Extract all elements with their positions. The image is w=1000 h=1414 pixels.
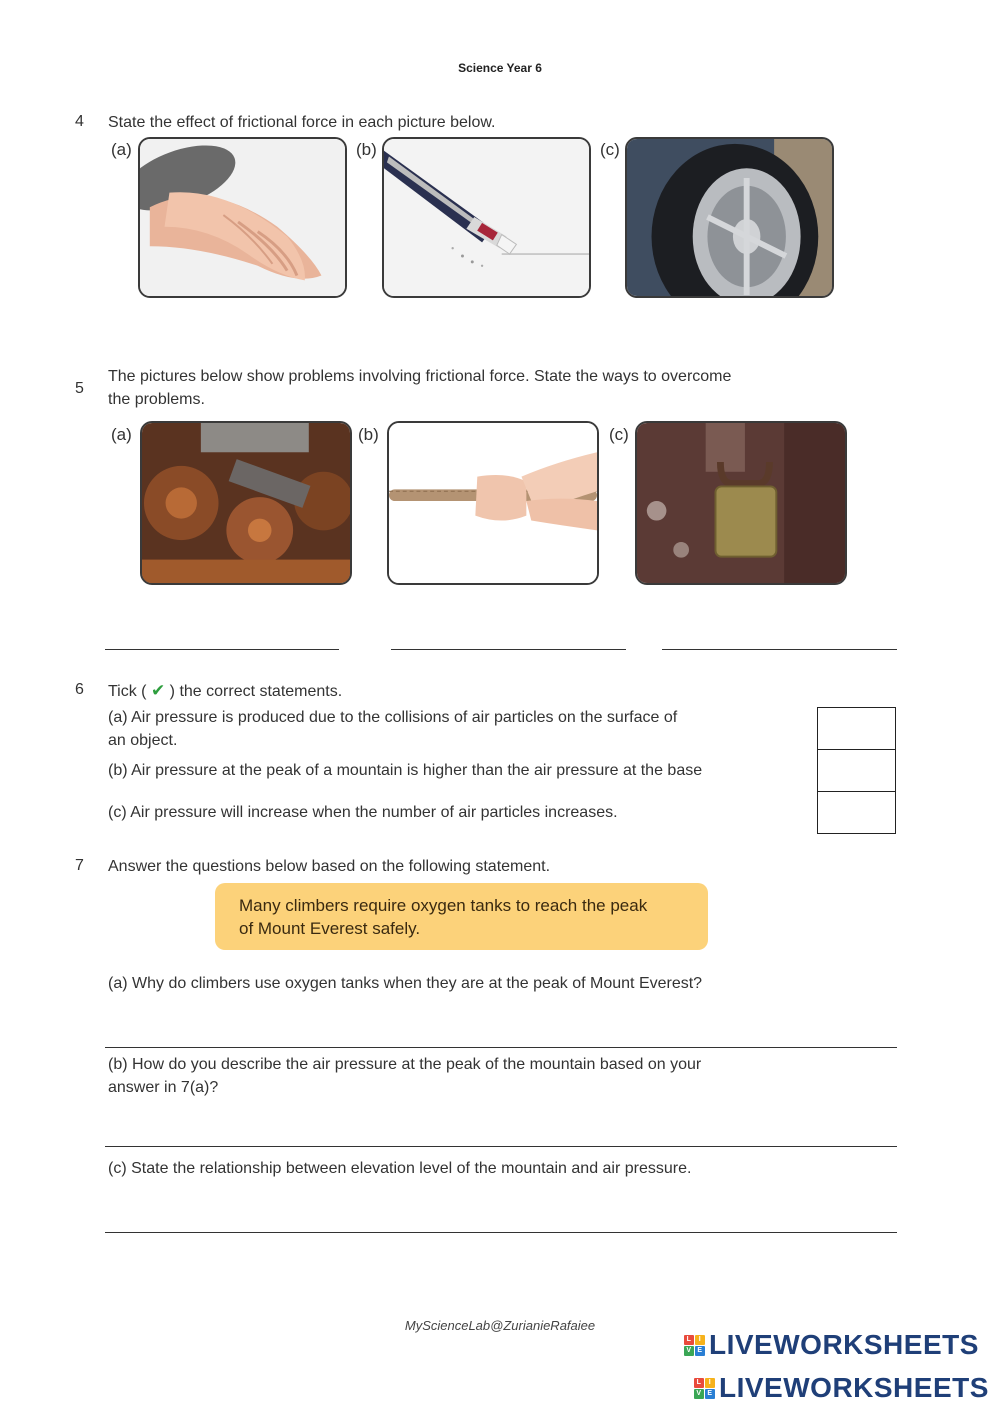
q4-label-c: (c)	[600, 140, 620, 159]
q7-question-b-line1: (b) How do you describe the air pressure at the peak of the mountain based on your	[108, 1056, 702, 1073]
q6-statement-c: (c) Air pressure will increase when the number of air particles increases.	[108, 804, 618, 821]
q5-label-a: (a)	[111, 425, 132, 444]
q4-label-b: (b)	[356, 140, 377, 159]
question-6-intro-before: Tick (	[108, 683, 147, 700]
question-4-number: 4	[75, 113, 84, 130]
liveworksheets-brand: LIVEWORKSHEETS	[709, 1329, 979, 1360]
q5-answer-line-a[interactable]	[105, 649, 339, 650]
footer-credit: MyScienceLab@ZurianieRafaiee	[404, 1318, 596, 1333]
callout-line1: Many climbers require oxygen tanks to reach the peak	[239, 896, 648, 915]
question-5-text-line2: the problems.	[108, 391, 205, 408]
tick-box-b[interactable]	[817, 749, 896, 792]
question-7-number: 7	[75, 857, 84, 874]
q6-statement-b: (b) Air pressure at the peak of a mountain is higher than the air pressure at the base	[108, 762, 703, 779]
q6-statement-a-line1: (a) Air pressure is produced due to the collisions of air particles on the surface of	[108, 709, 678, 726]
liveworksheets-watermark-1	[684, 1329, 979, 1361]
q5-photo-rusty-gears	[140, 421, 352, 585]
q4-photo-rubbing-hands	[138, 137, 347, 298]
statement-callout	[215, 883, 708, 950]
question-7-text: Answer the questions below based on the following statement.	[108, 858, 551, 875]
tick-icon: ✔	[150, 681, 166, 700]
q6-statement-a-line2: an object.	[108, 732, 178, 749]
liveworksheets-logo-icon: L I V E	[694, 1378, 715, 1399]
question-6-number: 6	[75, 681, 84, 698]
q7-question-c: (c) State the relationship between elevation level of the mountain and air pressure.	[108, 1160, 692, 1177]
q4-label-a: (a)	[111, 140, 132, 159]
liveworksheets-logo-icon: L I V E	[684, 1335, 705, 1356]
q5-answer-line-c[interactable]	[662, 649, 897, 650]
q4-photo-eraser	[382, 137, 591, 298]
q5-answer-line-b[interactable]	[391, 649, 626, 650]
question-5-number: 5	[75, 380, 84, 397]
q7-answer-line-b[interactable]	[105, 1146, 897, 1147]
question-4-text: State the effect of frictional force in each picture below.	[108, 114, 496, 131]
tick-box-c[interactable]	[817, 791, 896, 834]
q5-label-b: (b)	[358, 425, 379, 444]
q7-answer-line-a[interactable]	[105, 1047, 897, 1048]
q5-photo-rope	[387, 421, 599, 585]
tick-box-a[interactable]	[817, 707, 896, 750]
q5-photo-padlock	[635, 421, 847, 585]
callout-line2: of Mount Everest safely.	[239, 919, 421, 938]
q7-question-b-line2: answer in 7(a)?	[108, 1079, 219, 1096]
question-5-text-line1: The pictures below show problems involving frictional force. State the ways to overcome	[108, 368, 732, 385]
question-6-intro-after: ) the correct statements.	[169, 683, 343, 700]
q4-photo-tyre	[625, 137, 834, 298]
liveworksheets-brand: LIVEWORKSHEETS	[719, 1372, 989, 1403]
page-header: Science Year 6	[458, 61, 542, 75]
liveworksheets-watermark-2	[694, 1372, 989, 1404]
q7-question-a: (a) Why do climbers use oxygen tanks when they are at the peak of Mount Everest?	[108, 975, 703, 992]
q7-answer-line-c[interactable]	[105, 1232, 897, 1233]
q5-label-c: (c)	[609, 425, 629, 444]
question-6-intro	[108, 679, 342, 703]
